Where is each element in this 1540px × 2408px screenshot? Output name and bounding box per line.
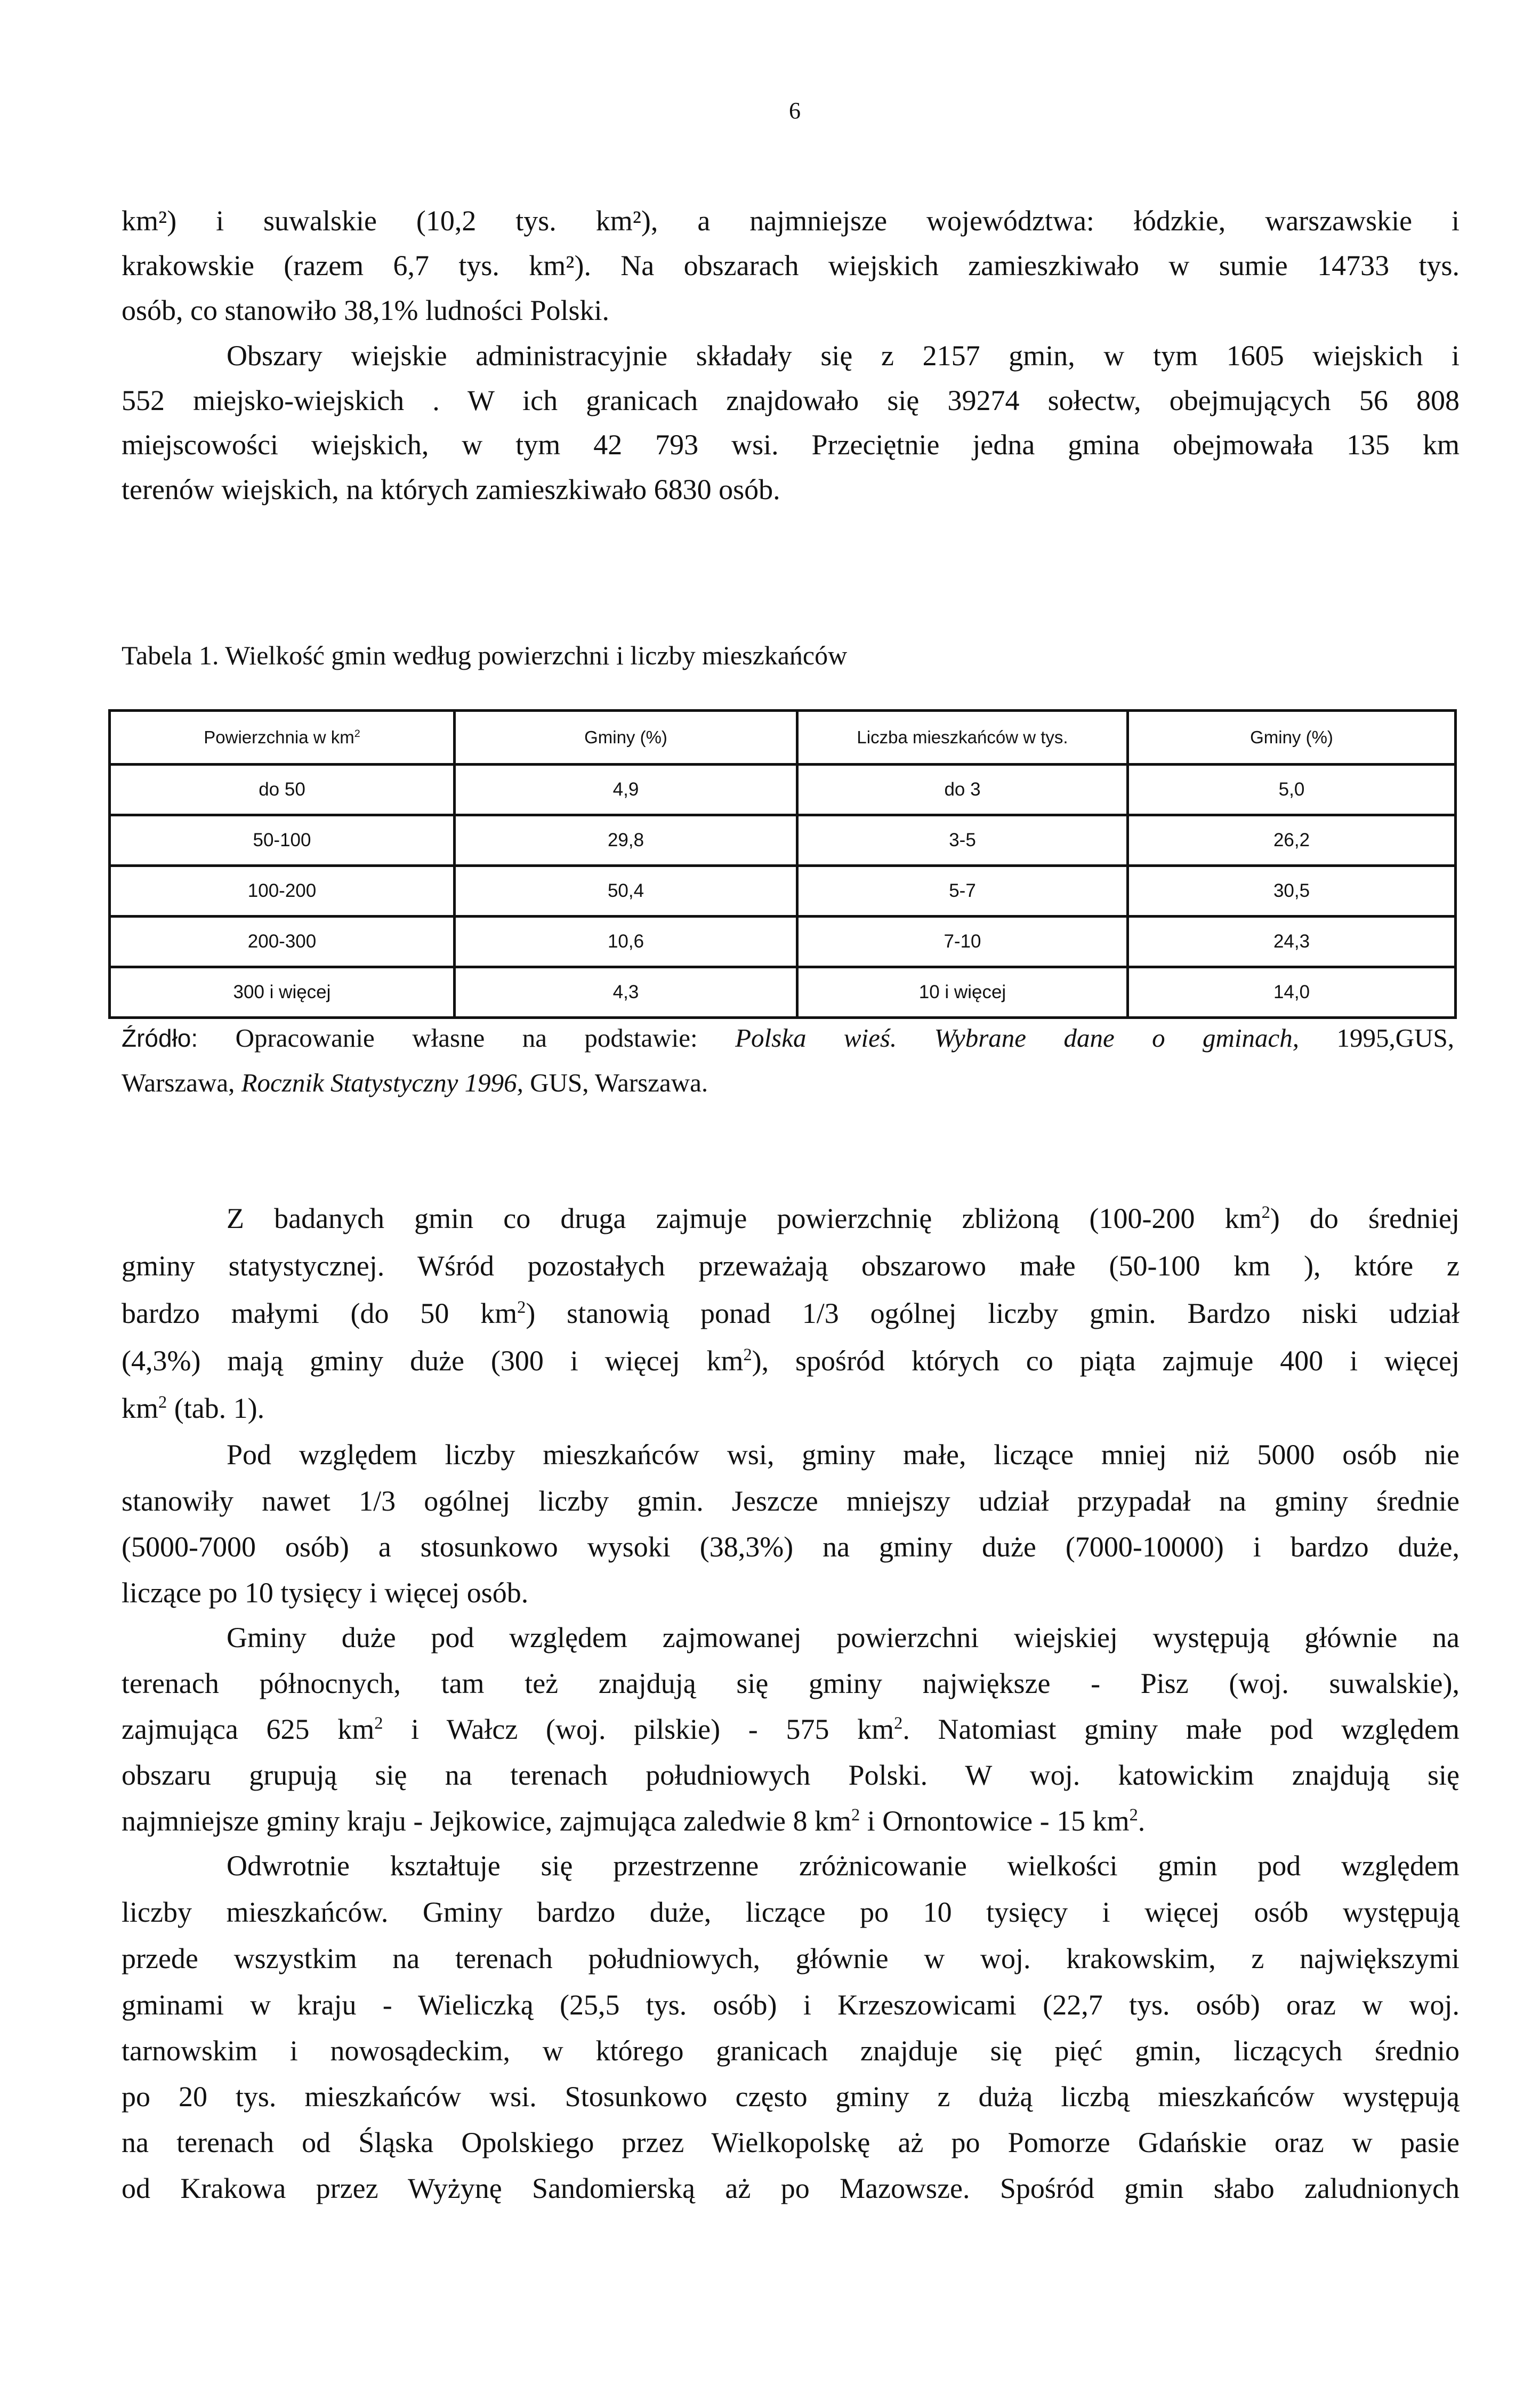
source-line: Warszawa, Rocznik Statystyczny 1996, GUS, Warszawa. <box>122 1068 708 1097</box>
source-label: Źródło: <box>122 1024 198 1052</box>
table-cell: do 50 <box>110 765 455 815</box>
text-line: Obszary wiejskie administracyjnie składały się z 2157 gmin, w tym 1605 wiejskich i <box>227 340 1460 372</box>
text-line: najmniejsze gminy kraju - Jejkowice, zajmująca zaledwie 8 $km^2$ i Ornontowice - 15 $km^2$. <box>122 1805 1146 1837</box>
text-line: terenów wiejskich, na których zamieszkiwało 6830 osób. <box>122 473 780 505</box>
page-number: 6 <box>789 98 801 124</box>
text-line: tarnowskim i nowosądeckim, w którego granicach znajduje się pięć gmin, liczących średnio <box>122 2035 1460 2067</box>
table-caption: Tabela 1. Wielkość gmin według powierzchni i liczby mieszkańców <box>122 640 848 670</box>
text-line: stanowiły nawet 1/3 ogólnej liczby gmin. Jeszcze mniejszy udział przypadał na gminy średnie <box>122 1485 1460 1517</box>
text-line: gminy statystycznej. Wśród pozostałych przeważają obszarowo małe (50-100 km ), które z <box>122 1250 1460 1282</box>
table-row <box>110 765 1456 815</box>
table-row <box>110 866 1456 917</box>
table-cell: 200-300 <box>110 917 455 967</box>
table-cell: 14,0 <box>1128 967 1456 1018</box>
text-line: (5000-7000 osób) a stosunkowo wysoki (38,3%) na gminy duże (7000-10000) i bardzo duże, <box>122 1531 1460 1563</box>
table-cell: 7-10 <box>797 917 1128 967</box>
table-cell: 50-100 <box>110 815 455 866</box>
text-line: gminami w kraju - Wieliczką (25,5 tys. osób) i Krzeszowicami (22,7 tys. osób) oraz w woj. <box>122 1989 1460 2021</box>
text-line: 552 miejsko-wiejskich . W ich granicach znajdowało się 39274 sołectw, obejmujących 56 808 <box>122 384 1460 416</box>
table-row <box>110 967 1456 1018</box>
table-cell: 4,9 <box>455 765 797 815</box>
column-header: Gminy (%) <box>1128 711 1456 765</box>
text-line: zajmująca 625 $km^2$ i Wałcz (woj. pilskie) - 575 $km^2$. Natomiast gminy małe pod względem <box>122 1713 1460 1745</box>
text-line: liczące po 10 tysięcy i więcej osób. <box>122 1577 529 1609</box>
column-header: Liczba mieszkańców w tys. <box>797 711 1128 765</box>
text-line: od Krakowa przez Wyżynę Sandomierską aż po Mazowsze. Spośród gmin słabo zaludnionych <box>122 2172 1460 2204</box>
table-cell: 100-200 <box>110 866 455 917</box>
text-line: przede wszystkim na terenach południowych, głównie w woj. krakowskim, z największymi <box>122 1943 1460 1974</box>
text-line: krakowskie (razem 6,7 tys. km²). Na obszarach wiejskich zamieszkiwało w sumie 14733 tys. <box>122 250 1460 282</box>
text-line: obszaru grupują się na terenach południowych Polski. W woj. katowickim znajdują się <box>122 1759 1460 1791</box>
text-line: Z badanych gmin co druga zajmuje powierzchnię zbliżoną (100-200 $km^2$) do średniej <box>227 1202 1460 1234</box>
table-row <box>110 917 1456 967</box>
table-row <box>110 815 1456 866</box>
text-line: miejscowości wiejskich, w tym 42 793 wsi. Przeciętnie jedna gmina obejmowała 135 km <box>122 429 1460 461</box>
table-cell: 5,0 <box>1128 765 1456 815</box>
text-line: na terenach od Śląska Opolskiego przez Wielkopolskę aż po Pomorze Gdańskie oraz w pasie <box>122 2126 1460 2158</box>
text-line: km²) i suwalskie (10,2 tys. km²), a najmniejsze województwa: łódzkie, warszawskie i <box>122 205 1460 237</box>
text-line: Odwrotnie kształtuje się przestrzenne zróżnicowanie wielkości gmin pod względem <box>227 1850 1460 1882</box>
table-cell: 29,8 <box>455 815 797 866</box>
table-header-row <box>110 711 1456 765</box>
table-cell: 10 i więcej <box>797 967 1128 1018</box>
table-cell: 26,2 <box>1128 815 1456 866</box>
table-cell: 4,3 <box>455 967 797 1018</box>
table-cell: do 3 <box>797 765 1128 815</box>
text-line: po 20 tys. mieszkańców wsi. Stosunkowo często gminy z dużą liczbą mieszkańców występują <box>122 2081 1460 2113</box>
text-line: $km^2$ (tab. 1). <box>122 1392 265 1424</box>
text-line: (4,3%) mają gminy duże (300 i więcej $km^2$), spośród których co piąta zajmuje 400 i więcej <box>122 1345 1460 1377</box>
data-table <box>108 709 1457 1019</box>
text-line: Pod względem liczby mieszkańców wsi, gminy małe, liczące mniej niż 5000 osób nie <box>227 1439 1460 1471</box>
source-title: Rocznik Statystyczny 1996, <box>241 1068 523 1097</box>
text-line: Gminy duże pod względem zajmowanej powierzchni wiejskiej występują głównie na <box>227 1622 1460 1654</box>
source-line: Źródło: Opracowanie własne na podstawie: Polska wieś. Wybrane dane o gminach, 1995,GUS, <box>122 1023 1455 1053</box>
table-cell: 300 i więcej <box>110 967 455 1018</box>
table-cell: 5-7 <box>797 866 1128 917</box>
table-cell: 3-5 <box>797 815 1128 866</box>
text-line: liczby mieszkańców. Gminy bardzo duże, liczące po 10 tysięcy i więcej osób występują <box>122 1896 1460 1928</box>
text-line: bardzo małymi (do 50 $km^2$) stanowią ponad 1/3 ogólnej liczby gmin. Bardzo niski udział <box>122 1297 1460 1329</box>
source-title: Polska wieś. Wybrane dane o gminach, <box>735 1023 1300 1053</box>
table-cell: 24,3 <box>1128 917 1456 967</box>
table-cell: 10,6 <box>455 917 797 967</box>
table-cell: 50,4 <box>455 866 797 917</box>
text-line: osób, co stanowiło 38,1% ludności Polski. <box>122 294 609 326</box>
column-header: Gminy (%) <box>455 711 797 765</box>
column-header: Powierzchnia w $km^2$ <box>110 711 455 765</box>
table-cell: 30,5 <box>1128 866 1456 917</box>
text-line: terenach północnych, tam też znajdują się gminy największe - Pisz (woj. suwalskie), <box>122 1667 1460 1699</box>
